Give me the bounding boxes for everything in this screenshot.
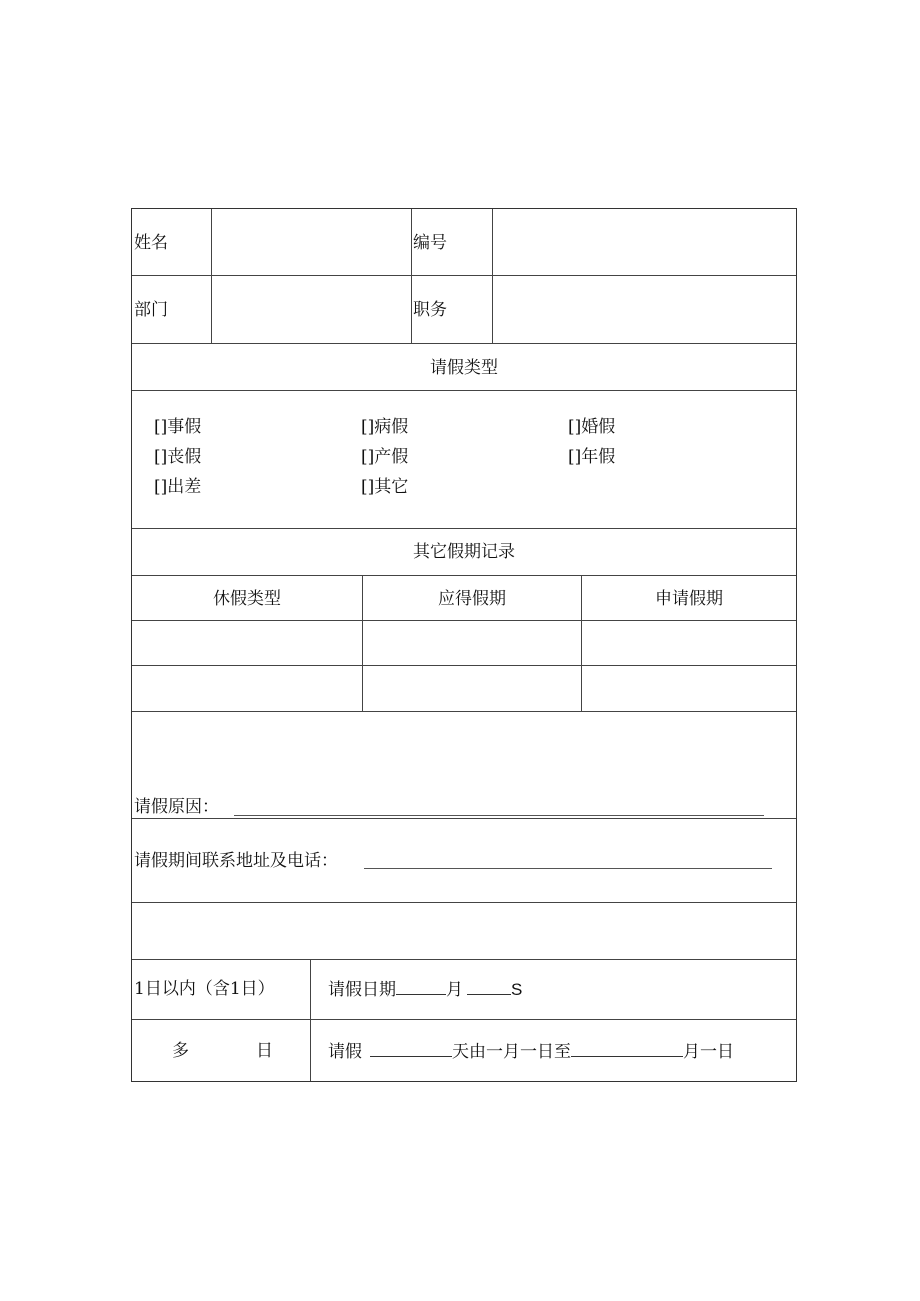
leave-option-business-trip[interactable]: []出差 <box>154 477 202 497</box>
multi-day-end: 月一日 <box>683 1042 734 1062</box>
end-month-blank[interactable] <box>571 1041 683 1057</box>
row-divider <box>132 818 796 819</box>
row-divider <box>132 343 796 344</box>
records-cell[interactable] <box>363 621 581 665</box>
number-label: 编号 <box>413 233 447 253</box>
row-divider <box>132 959 796 960</box>
row-divider <box>132 528 796 529</box>
multi-day-mid: 天由一月一日至 <box>452 1042 571 1062</box>
multi-day-range-line <box>328 1041 734 1062</box>
multi-day-prefix: 请假 <box>328 1042 362 1062</box>
leave-option-maternity[interactable]: []产假 <box>361 447 409 467</box>
leave-option-bereavement[interactable]: []丧假 <box>154 447 202 467</box>
column-header-type: 休假类型 <box>213 589 281 609</box>
row-divider <box>132 711 796 712</box>
day-blank[interactable] <box>467 979 511 995</box>
month-blank[interactable] <box>396 979 446 995</box>
month-label: 月 <box>446 980 463 1000</box>
multi-day-label-b: 日 <box>256 1041 273 1061</box>
contact-input-line[interactable] <box>364 868 772 869</box>
column-divider <box>411 209 412 343</box>
contact-label: 请假期间联系地址及电话： <box>134 851 338 871</box>
position-field[interactable] <box>493 276 796 343</box>
records-cell[interactable] <box>582 666 796 711</box>
name-field[interactable] <box>212 209 411 275</box>
row-divider <box>132 1019 796 1020</box>
column-header-entitled: 应得假期 <box>438 589 506 609</box>
other-records-title: 其它假期记录 <box>413 542 515 562</box>
leave-option-marriage[interactable]: []婚假 <box>568 417 616 437</box>
date-prefix: 请假日期 <box>328 980 396 1000</box>
records-cell[interactable] <box>132 666 362 711</box>
reason-input-line[interactable] <box>234 815 764 816</box>
column-divider <box>310 959 311 1081</box>
records-cell[interactable] <box>582 621 796 665</box>
leave-option-personal[interactable]: []事假 <box>154 417 202 437</box>
single-day-date-line <box>328 979 522 1000</box>
records-cell[interactable] <box>363 666 581 711</box>
reason-label: 请假原因： <box>134 797 219 817</box>
leave-option-sick[interactable]: []病假 <box>361 417 409 437</box>
leave-type-title: 请假类型 <box>430 358 498 378</box>
row-divider <box>132 902 796 903</box>
name-label: 姓名 <box>134 233 168 253</box>
trailing-s: S <box>511 980 523 999</box>
multi-day-label-a: 多 <box>172 1041 189 1061</box>
leave-option-annual[interactable]: []年假 <box>568 447 616 467</box>
number-field[interactable] <box>493 209 796 275</box>
within-one-day-label: 1日以内（含1日） <box>134 979 275 999</box>
leave-application-form <box>131 208 797 1082</box>
leave-option-other[interactable]: []其它 <box>361 477 409 497</box>
row-divider <box>132 390 796 391</box>
days-blank[interactable] <box>370 1041 452 1057</box>
row-divider <box>132 575 796 576</box>
column-header-requested: 申请假期 <box>655 589 723 609</box>
records-cell[interactable] <box>132 621 362 665</box>
department-label: 部门 <box>134 300 168 320</box>
position-label: 职务 <box>413 300 447 320</box>
department-field[interactable] <box>212 276 411 343</box>
